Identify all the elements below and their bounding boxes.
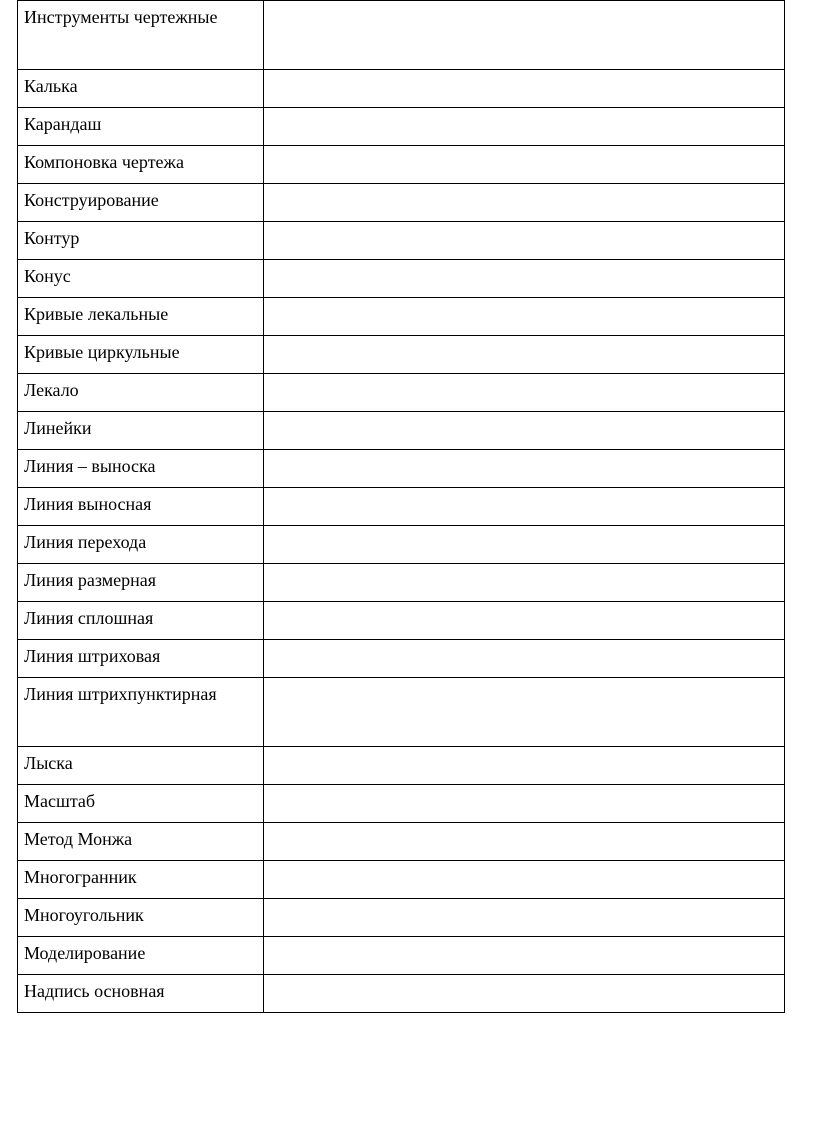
term-cell: Карандаш [18, 108, 264, 146]
table-row [18, 70, 785, 108]
definition-cell[interactable] [264, 70, 785, 108]
definition-cell[interactable] [264, 108, 785, 146]
term-cell: Линия перехода [18, 526, 264, 564]
table-row [18, 823, 785, 861]
table-row [18, 298, 785, 336]
definition-cell[interactable] [264, 975, 785, 1013]
term-cell: Конструирование [18, 184, 264, 222]
definition-cell[interactable] [264, 336, 785, 374]
table-row [18, 937, 785, 975]
definition-cell[interactable] [264, 260, 785, 298]
definition-cell[interactable] [264, 602, 785, 640]
definition-cell[interactable] [264, 488, 785, 526]
table-row [18, 374, 785, 412]
table-row [18, 861, 785, 899]
table-row [18, 450, 785, 488]
definition-cell[interactable] [264, 861, 785, 899]
table-row [18, 184, 785, 222]
table-row [18, 975, 785, 1013]
definition-cell[interactable] [264, 184, 785, 222]
term-cell: Лыска [18, 747, 264, 785]
table-row [18, 678, 785, 747]
term-cell: Кривые лекальные [18, 298, 264, 336]
definition-cell[interactable] [264, 412, 785, 450]
glossary-table [17, 0, 785, 1013]
term-cell: Моделирование [18, 937, 264, 975]
definition-cell[interactable] [264, 1, 785, 70]
table-row [18, 488, 785, 526]
term-cell: Надпись основная [18, 975, 264, 1013]
term-cell: Кривые циркульные [18, 336, 264, 374]
table-row [18, 747, 785, 785]
table-row [18, 260, 785, 298]
term-cell: Конус [18, 260, 264, 298]
term-cell: Компоновка чертежа [18, 146, 264, 184]
term-cell: Лекало [18, 374, 264, 412]
term-cell: Многогранник [18, 861, 264, 899]
definition-cell[interactable] [264, 450, 785, 488]
definition-cell[interactable] [264, 747, 785, 785]
definition-cell[interactable] [264, 374, 785, 412]
definition-cell[interactable] [264, 564, 785, 602]
term-cell: Линия штрихпунктирная [18, 678, 264, 747]
definition-cell[interactable] [264, 785, 785, 823]
glossary-table-body [18, 1, 785, 1013]
term-cell: Линия сплошная [18, 602, 264, 640]
term-cell: Многоугольник [18, 899, 264, 937]
table-row [18, 899, 785, 937]
term-cell: Масштаб [18, 785, 264, 823]
term-cell: Линия размерная [18, 564, 264, 602]
term-cell: Метод Монжа [18, 823, 264, 861]
definition-cell[interactable] [264, 640, 785, 678]
term-cell: Инструменты чертежные [18, 1, 264, 70]
table-row [18, 336, 785, 374]
table-row [18, 640, 785, 678]
table-row [18, 412, 785, 450]
definition-cell[interactable] [264, 146, 785, 184]
term-cell: Контур [18, 222, 264, 260]
term-cell: Линия – выноска [18, 450, 264, 488]
table-row [18, 222, 785, 260]
table-row [18, 602, 785, 640]
definition-cell[interactable] [264, 526, 785, 564]
term-cell: Линия штриховая [18, 640, 264, 678]
definition-cell[interactable] [264, 937, 785, 975]
table-row [18, 564, 785, 602]
term-cell: Линия выносная [18, 488, 264, 526]
table-row [18, 146, 785, 184]
definition-cell[interactable] [264, 678, 785, 747]
table-row [18, 526, 785, 564]
table-row [18, 108, 785, 146]
term-cell: Калька [18, 70, 264, 108]
definition-cell[interactable] [264, 298, 785, 336]
definition-cell[interactable] [264, 222, 785, 260]
term-cell: Линейки [18, 412, 264, 450]
table-row [18, 785, 785, 823]
definition-cell[interactable] [264, 823, 785, 861]
table-row [18, 1, 785, 70]
definition-cell[interactable] [264, 899, 785, 937]
